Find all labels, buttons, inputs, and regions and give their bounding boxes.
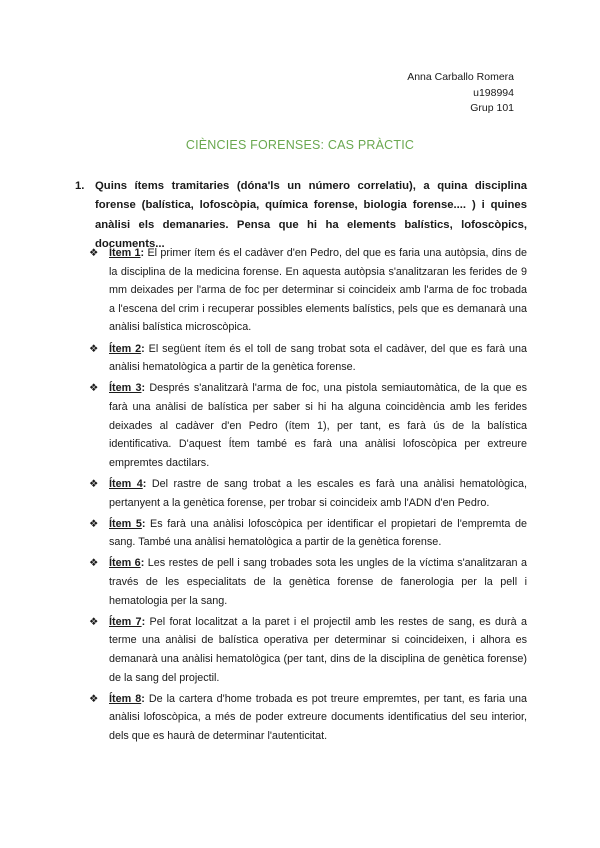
item-label: Ítem 5 xyxy=(109,517,142,530)
answer-item: ❖ Ítem 8: De la cartera d'home trobada es pot treure empremtes, per tant, es faria una anàlisi lofoscòpica, a més de poder extreure documents identificatius del seu interior, dels que es haurà de determinar l'autenticitat. xyxy=(89,690,527,746)
diamond-bullet-icon: ❖ xyxy=(89,692,99,705)
item-text: El següent ítem és el toll de sang trobat sota el cadàver, del que es farà una anàlisi hematològica a partir de la genètica forense. xyxy=(109,342,527,374)
diamond-bullet-icon: ❖ xyxy=(89,557,99,570)
question-text: Quins ítems tramitaries (dóna'ls un número correlatiu), a quina disciplina forense (balística, lofoscòpia, química forense, biologia forense.... ) i quines anàlisi els demanaries. Pensa que hi ha elements balístics, lofoscòpics, documents... xyxy=(95,180,527,251)
item-label: Ítem 1 xyxy=(109,247,141,259)
item-label: Ítem 4 xyxy=(109,477,143,490)
diamond-bullet-icon: ❖ xyxy=(89,247,99,259)
answer-item: ❖ Ítem 7: Pel forat localitzat a la paret i el projectil amb les restes de sang, es durà a terme una anàlisi de balística operativa per determinar si coincideixen, i alhora es demanarà una anàlisi hematològica (per tant, dins de la disciplina de genètica forense) de la sang del projectil. xyxy=(89,613,527,687)
author-name: Anna Carballo Romera xyxy=(407,71,514,83)
answer-item: ❖ Ítem 6: Les restes de pell i sang trobades sota les ungles de la víctima s'analitzaran a través de les especialitats de la genètica forense de fanerologia per la pell i hematologia per la sang. xyxy=(89,554,527,610)
diamond-bullet-icon: ❖ xyxy=(89,517,99,530)
diamond-bullet-icon: ❖ xyxy=(89,382,99,395)
item-label: Ítem 3 xyxy=(109,382,142,395)
answer-item: ❖ Ítem 4: Del rastre de sang trobat a les escales es farà una anàlisi hematològica, pertanyent a la genètica forense, per trobar si coincideix amb l'ADN d'en Pedro. xyxy=(89,475,527,512)
diamond-bullet-icon: ❖ xyxy=(89,615,99,628)
answer-item: ❖ Ítem 3: Després s'analitzarà l'arma de foc, una pistola semiautomàtica, de la que es farà una anàlisi de balística per saber si hi ha alguna coincidència amb les ferides deixades al cadàver d'en Pedro (ítem 1), per tant, es farà ús de la balística identificativa. D'aquest Ítem també es farà una anàlisi lofoscòpica per extreure empremtes dactilars. xyxy=(89,379,527,472)
author-user-id: u198994 xyxy=(473,86,514,99)
diamond-bullet-icon: ❖ xyxy=(89,342,99,355)
diamond-bullet-icon: ❖ xyxy=(89,477,99,490)
item-text: El primer ítem és el cadàver d'en Pedro, del que es faria una autòpsia, dins de la disciplina de la medicina forense. En aquesta autòpsia s'analitzaran les ferides de 9 mm deixades per l'arma de foc per determinar si coincideix amb l'arma de foc trobada a l'escena del crim i recuperar possibles elements balístics, pels que es demanarà una anàlisi balística microscòpica. xyxy=(109,247,527,334)
question-number: 1. xyxy=(75,180,85,192)
document-title: CIÈNCIES FORENSES: CAS PRÀCTIC xyxy=(185,138,415,152)
author-header xyxy=(407,70,514,117)
item-text: Després s'analitzarà l'arma de foc, una pistola semiautomàtica, de la que es farà una anàlisi de balística per saber si hi ha alguna coincidència amb les ferides deixades al cadàver d'en Pedro (ítem 1), per tant, es farà ús de la balística identificativa. D'aquest Ítem també es farà una anàlisi lofoscòpica per extreure empremtes dactilars. xyxy=(109,382,527,469)
answer-item: ❖ Ítem 2: El següent ítem és el toll de sang trobat sota el cadàver, del que es farà una anàlisi hematològica a partir de la genètica forense. xyxy=(89,340,527,377)
item-text: Es farà una anàlisi lofoscòpica per identificar el propietari de l'empremta de sang. També una anàlisi hematològica a partir de la genètica forense. xyxy=(109,517,527,549)
item-label: Ítem 8 xyxy=(109,692,142,705)
item-text: Del rastre de sang trobat a les escales es farà una anàlisi hematològica, pertanyent a la genètica forense, per trobar si coincideix amb l'ADN d'en Pedro. xyxy=(109,477,527,509)
answer-item: ❖ Ítem 1: El primer ítem és el cadàver d'en Pedro, del que es faria una autòpsia, dins de la disciplina de la medicina forense. En aquesta autòpsia s'analitzaran les ferides de 9 mm deixades per l'arma de foc per determinar si coincideix amb l'arma de foc trobada a l'escena del crim i recuperar possibles elements balístics, pels que es demanarà una anàlisi balística microscòpica. xyxy=(89,244,527,337)
item-label: Ítem 6 xyxy=(109,557,141,570)
item-label: Ítem 7 xyxy=(109,615,142,628)
item-text: Pel forat localitzat a la paret i el projectil amb les restes de sang, es durà a terme una anàlisi de balística operativa per determinar si coincideixen, i alhora es demanarà una anàlisi hematològica (per tant, dins de la disciplina de genètica forense) de la sang del projectil. xyxy=(109,615,527,684)
author-group: Grup 101 xyxy=(470,102,514,114)
item-text: Les restes de pell i sang trobades sota les ungles de la víctima s'analitzaran a través de les especialitats de la genètica forense de fanerologia per la pell i hematologia per la sang. xyxy=(109,557,527,607)
item-label: Ítem 2 xyxy=(109,342,142,355)
question-1 xyxy=(75,177,527,255)
answer-item-list xyxy=(89,244,527,748)
answer-item: ❖ Ítem 5: Es farà una anàlisi lofoscòpica per identificar el propietari de l'empremta de sang. També una anàlisi hematològica a partir de la genètica forense. xyxy=(89,515,527,552)
item-text: De la cartera d'home trobada es pot treure empremtes, per tant, es faria una anàlisi lofoscòpica, a més de poder extreure documents identificatius del seu interior, dels que es haurà de determinar l'autenticitat. xyxy=(109,692,527,742)
